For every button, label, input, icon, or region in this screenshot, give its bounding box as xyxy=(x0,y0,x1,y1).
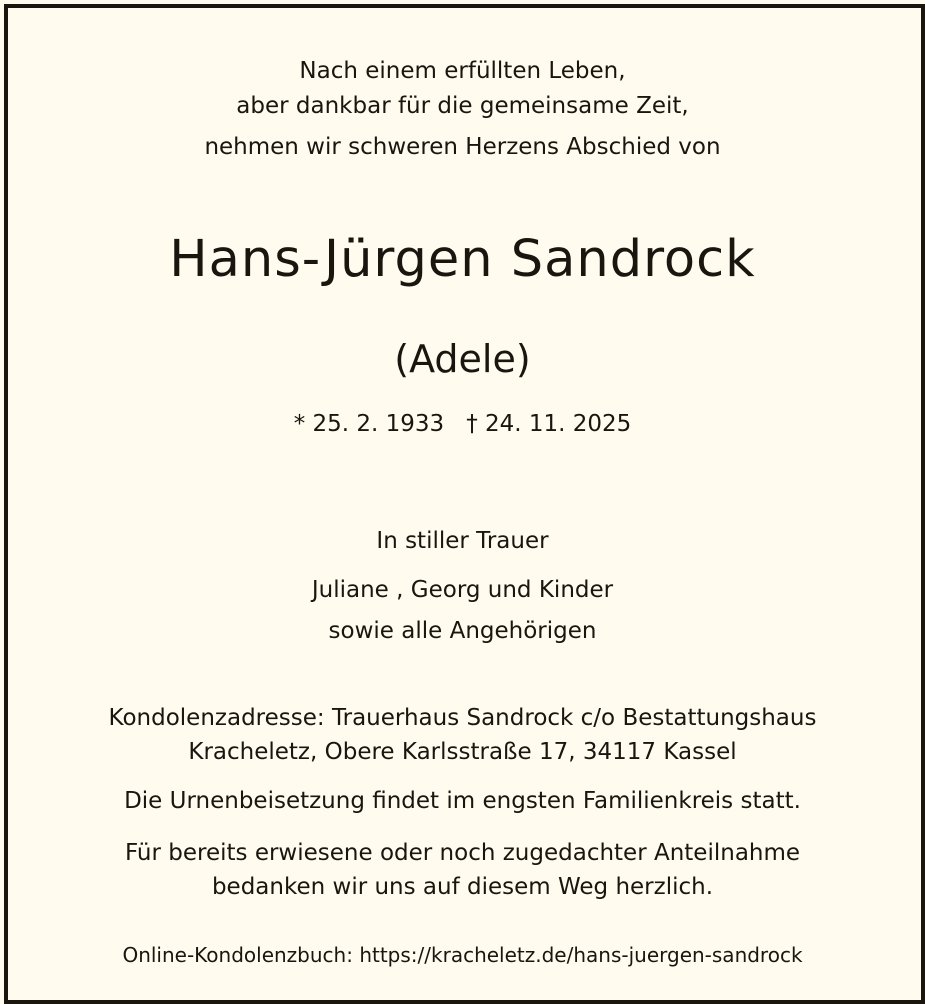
burial-note: Die Urnenbeisetzung findet im engsten Familienkreis statt. xyxy=(124,788,801,814)
deceased-name: Hans-Jürgen Sandrock xyxy=(169,230,756,289)
mourners-line-1: Juliane , Georg und Kinder xyxy=(311,577,614,603)
birth-date: * 25. 2. 1933 xyxy=(293,411,445,437)
thanks-line-1: Für bereits erwiesene oder noch zugedachter Anteilnahme xyxy=(124,840,801,866)
intro-line-2: aber dankbar für die gemeinsame Zeit, xyxy=(236,93,689,119)
intro-line-1: Nach einem erfüllten Leben, xyxy=(299,58,626,84)
deceased-nickname: (Adele) xyxy=(394,337,531,381)
intro-line-3: nehmen wir schweren Herzens Abschied von xyxy=(204,134,721,160)
condolence-address-line-2: Kracheletz, Obere Karlsstraße 17, 34117 Kassel xyxy=(188,739,737,765)
thanks-line-2: bedanken wir uns auf diesem Weg herzlich. xyxy=(211,874,714,900)
death-date: † 24. 11. 2025 xyxy=(466,411,632,437)
life-dates xyxy=(0,410,925,438)
condolence-address-line-1: Kondolenzadresse: Trauerhaus Sandrock c/o Bestattungshaus xyxy=(108,705,817,731)
mourning-heading: In stiller Trauer xyxy=(376,528,549,554)
mourners-line-2: sowie alle Angehörigen xyxy=(328,618,597,644)
online-condolence-link[interactable]: Online-Kondolenzbuch: https://kracheletz.de/hans-juergen-sandrock xyxy=(122,943,803,967)
